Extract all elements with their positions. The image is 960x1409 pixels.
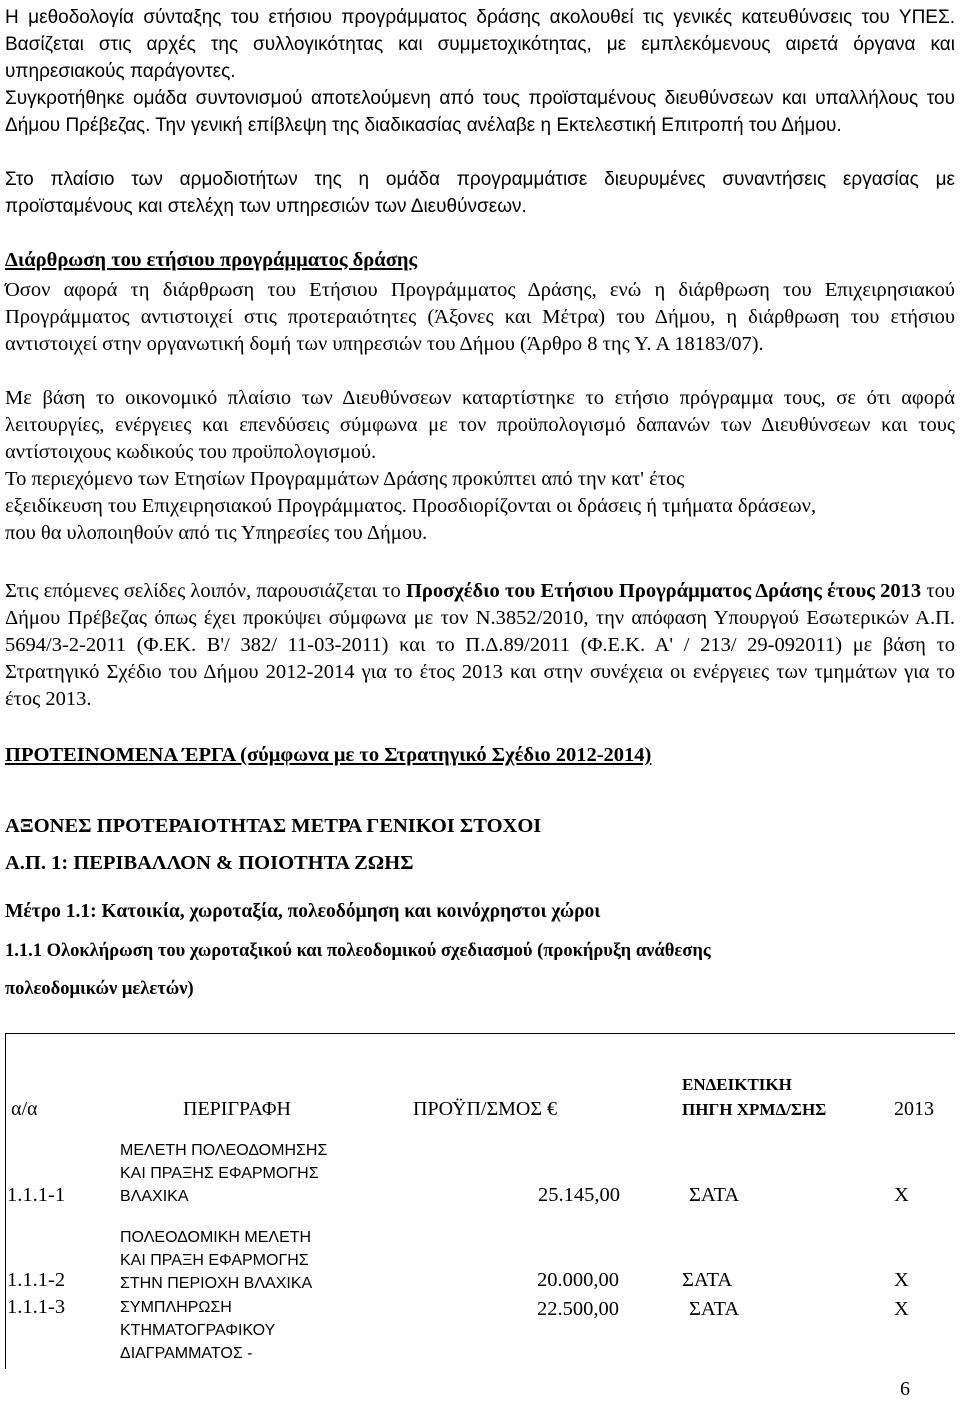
table-row-2-aa: 1.1.1-2 (7, 1269, 66, 1291)
table-row-2-description-line-1: ΠΟΛΕΟΔΟΜΙΚΗ ΜΕΛΕΤΗ (120, 1229, 312, 1246)
priority-axis-1-heading: Α.Π. 1: ΠΕΡΙΒΑΛΛΟΝ & ΠΟΙΟΤΗΤΑ ΖΩΗΣ (5, 852, 414, 874)
structure-title: Διάρθρωση του ετήσιου προγράμματος δράσης (5, 249, 418, 271)
priority-axes-heading: ΑΞΟΝΕΣ ΠΡΟΤΕΡΑΙΟΤΗΤΑΣ ΜΕΤΡΑ ΓΕΝΙΚΟΙ ΣΤΟΧΟΙ (5, 815, 542, 837)
projects-table (5, 1033, 955, 1369)
table-row-3-description-line-3: ΔΙΑΓΡΑΜΜΑΤΟΣ - (120, 1345, 253, 1362)
intro-paragraph-2: Συγκροτήθηκε ομάδα συντονισμού αποτελούμενη από τους προϊσταμένους διευθύνσεων και υπαλλήλους του Δήμου Πρέβεζας. Την γενική επίβλεψη της διαδικασίας ανέλαβε η Εκτελεστική Επιτροπή του Δήμου. (5, 88, 955, 136)
draft-text-bold: Προσχέδιο του Ετήσιου Προγράμματος Δράσης έτους 2013 (405, 580, 922, 602)
structure-paragraph-1: Όσον αφορά τη διάρθρωση του Ετήσιου Προγράμματος Δράσης, ενώ η διάρθρωση του Επιχειρησιακού Προγράμματος αντιστοιχεί στις προτεραιότητες (Άξονες και Μέτρα) του Δήμου, η διάρθρωση του ετήσιου αντιστοιχεί στην οργανωτική δομή των υπηρεσιών του Δήμου (Άρθρο 8 της Υ. Α 18183/07). (5, 279, 955, 355)
structure-paragraph-3-line-1: Το περιεχόμενο των Ετησίων Προγραμμάτων Δράσης προκύπτει από την κατ' έτος (5, 468, 685, 490)
table-row-3-aa: 1.1.1-3 (7, 1296, 66, 1318)
structure-paragraph-3 (5, 466, 955, 547)
table-row-3-description (120, 1296, 390, 1365)
structure-paragraph-2: Με βάση το οικονομικό πλαίσιο των Διευθύνσεων καταρτίστηκε το ετήσιο πρόγραμμα τους, σε ότι αφορά λειτουργίες, ενέργειες και επενδύσεις σύμφωνα με τον προϋπολογισμό δαπανών των Διευθύνσεων και τους αντίστοιχους κωδικούς του προϋπολογισμού. (5, 387, 955, 463)
table-row-3-description-line-2: ΚΤΗΜΑΤΟΓΡΑΦΙΚΟΥ (120, 1322, 276, 1339)
table-row-2-budget: 20.000,00 (537, 1269, 619, 1291)
table-row-1-description-line-2: ΚΑΙ ΠΡΑΞΗΣ ΕΦΑΡΜΟΓΗΣ (120, 1165, 319, 1182)
column-header-aa: α/α (11, 1098, 38, 1120)
table-row-3-budget: 22.500,00 (537, 1298, 619, 1320)
column-header-year: 2013 (894, 1098, 934, 1120)
table-row-2-description (120, 1226, 390, 1295)
column-header-description: ΠΕΡΙΓΡΑΦΗ (183, 1098, 291, 1120)
draft-paragraph (5, 578, 955, 713)
column-header-budget: ΠΡΟΫΠ/ΣΜΟΣ € (413, 1098, 557, 1120)
table-row-2-description-line-3: ΣΤΗΝ ΠΕΡΙΟΧΗ ΒΛΑΧΙΚΑ (120, 1275, 313, 1292)
table-row-1-source: ΣΑΤΑ (689, 1184, 740, 1206)
intro-paragraph-1: Η μεθοδολογία σύνταξης του ετήσιου προγράμματος δράσης ακολουθεί τις γενικές κατευθύνσεις του ΥΠΕΣ. Βασίζεται στις αρχές της συλλογικότητας και συμμετοχικότητας, με εμπλεκόμενους αιρετά όργανα και υπηρεσιακούς παράγοντες. (5, 7, 955, 82)
item-1-1-1-heading-line-1: 1.1.1 Ολοκλήρωση του χωροταξικού και πολεοδομικού σχεδιασμού (προκήρυξη ανάθεσης (5, 941, 711, 961)
intro-paragraph-3: Στο πλαίσιο των αρμοδιοτήτων της η ομάδα προγραμμάτισε διευρυμένες συναντήσεις εργασίας με προϊσταμένους και στελέχη των υπηρεσιών των Διευθύνσεων. (5, 169, 955, 217)
table-row-1-description (120, 1139, 390, 1208)
structure-paragraph-3-line-2: εξειδίκευση του Επιχειρησιακού Προγράμματος. Προσδιορίζονται οι δράσεις ή τμήματα δράσεων, (5, 495, 817, 517)
column-header-funding-source: ΠΗΓΗ ΧΡΜΔ/ΣΗΣ (682, 1100, 827, 1119)
item-1-1-1-heading-line-2: πολεοδομικών μελετών) (5, 979, 194, 999)
structure-paragraph-3-line-3: που θα υλοποιηθούν από τις Υπηρεσίες του Δήμου. (5, 522, 428, 544)
table-row-3-source: ΣΑΤΑ (689, 1298, 740, 1320)
measure-1-1-heading: Μέτρο 1.1: Κατοικία, χωροταξία, πολεοδόμηση και κοινόχρηστοι χώροι (5, 901, 601, 922)
table-row-2-description-line-2: ΚΑΙ ΠΡΑΞΗ ΕΦΑΡΜΟΓΗΣ (120, 1252, 309, 1269)
table-row-1-aa: 1.1.1-1 (7, 1184, 66, 1206)
table-row-2-source: ΣΑΤΑ (682, 1269, 733, 1291)
table-row-2-year-mark: Χ (894, 1269, 909, 1291)
draft-text-pre: Στις επόμενες σελίδες λοιπόν, παρουσιάζεται το (5, 580, 406, 602)
draft-text-post: του Δήμου Πρέβεζας όπως έχει προκύψει σύμφωνα με τον Ν.3852/2010, την απόφαση Υπουργού Εσωτερικών Α.Π. 5694/3-2-2011 (Φ.ΕΚ. Β'/ 382/ 11-03-2011) και το Π.Δ.89/2011 (Φ.Ε.Κ. Α' / 213/ 29-092011) με βάση το Στρατηγικό Σχέδιο του Δήμου 2012-2014 για το έτος 2013 και στην συνέχεια οι ενέργειες των τμημάτων για το έτος 2013. (5, 580, 956, 710)
table-row-1-description-line-1: ΜΕΛΕΤΗ ΠΟΛΕΟΔΟΜΗΣΗΣ (120, 1142, 328, 1159)
table-row-3-description-line-1: ΣΥΜΠΛΗΡΩΣΗ (120, 1299, 232, 1316)
table-row-1-description-line-3: ΒΛΑΧΙΚΑ (120, 1188, 189, 1205)
page-number: 6 (900, 1378, 910, 1400)
column-header-indicative: ΕΝΔΕΙΚΤΙΚΗ (682, 1075, 792, 1094)
table-row-1-year-mark: Χ (894, 1184, 909, 1206)
table-row-1-budget: 25.145,00 (538, 1184, 620, 1206)
table-row-3-year-mark: Χ (894, 1298, 909, 1320)
proposed-projects-heading: ΠΡΟΤΕΙΝΟΜΕΝΑ ΈΡΓΑ (σύμφωνα με το Στρατηγικό Σχέδιο 2012-2014) (5, 744, 652, 766)
